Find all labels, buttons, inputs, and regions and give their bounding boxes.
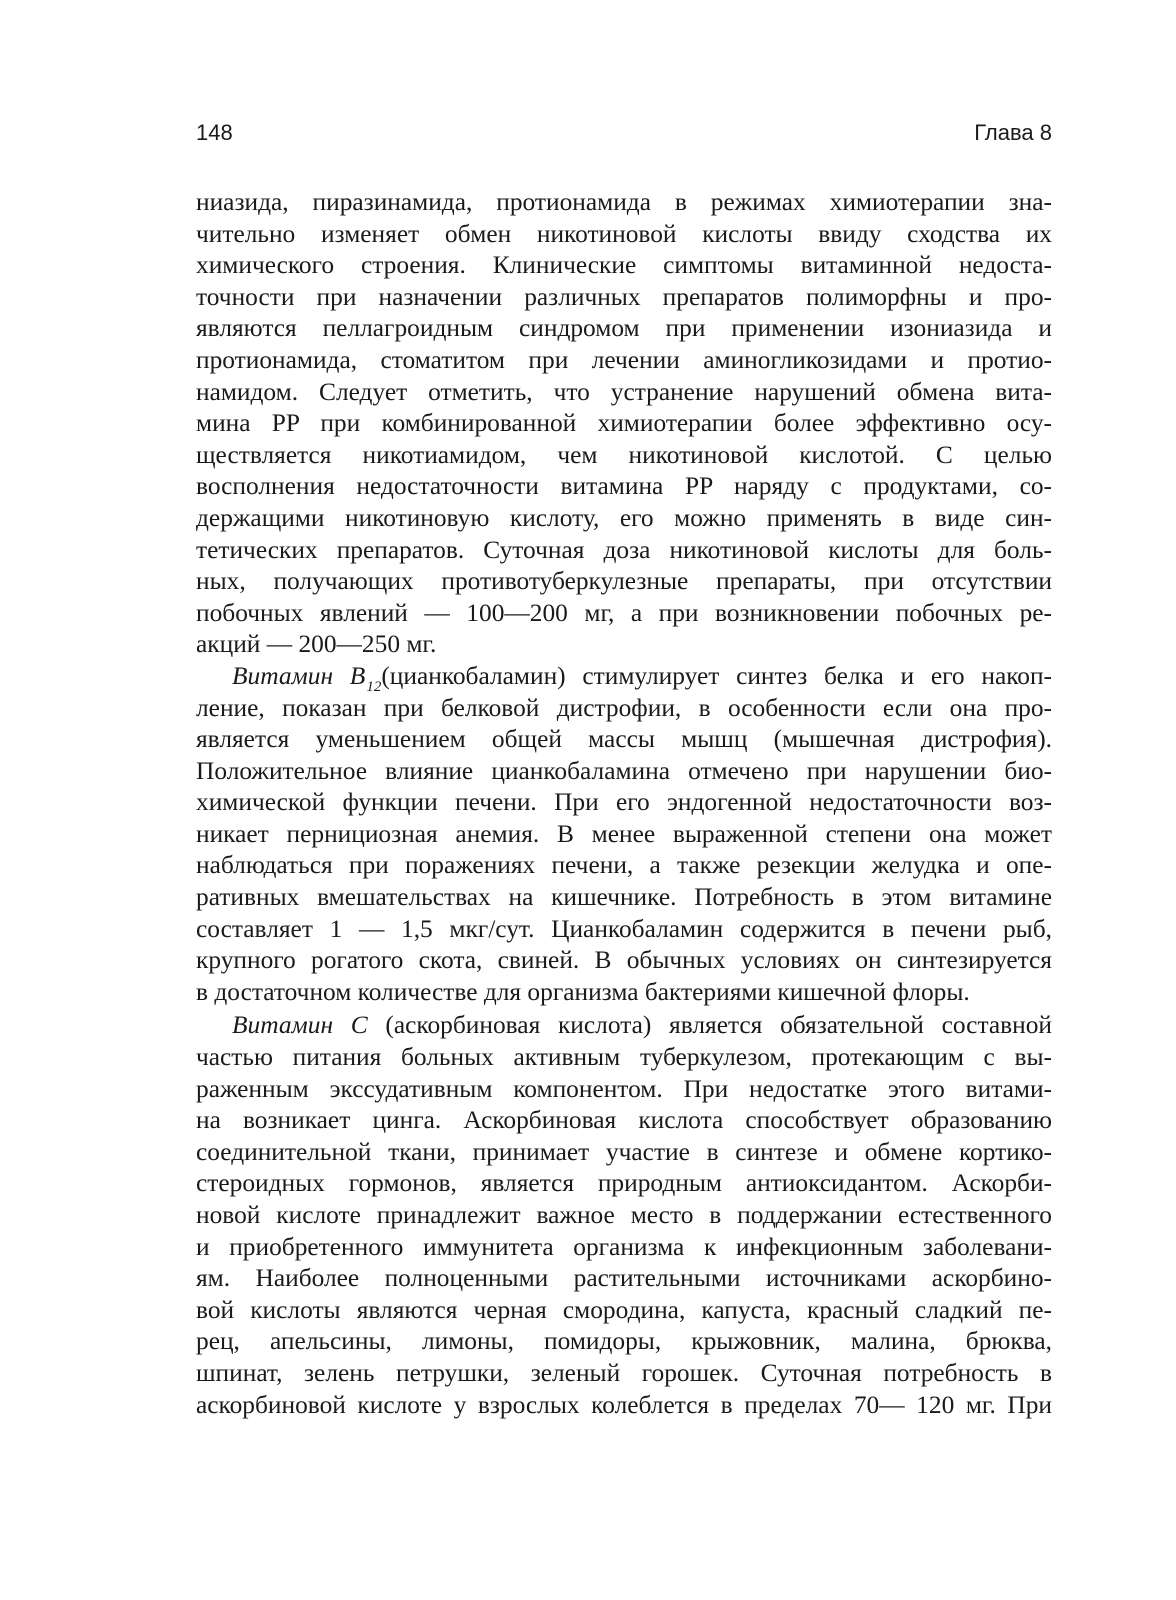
text-line: в достаточном количестве для организма бактериями кишечной флоры. <box>196 977 970 1006</box>
text-line: новой кислоте принадлежит важное место в поддержании естественного <box>196 1201 1052 1229</box>
paragraph-vitamin-c <box>196 1010 1052 1421</box>
text-line: химического строения. Клинические симптомы витаминной недоста- <box>196 251 1052 280</box>
text-line: является уменьшением общей массы мышц (мышечная дистрофия). <box>196 725 1052 754</box>
text-line: ществляется никотиамидом, чем никотиновой кислотой. С целью <box>196 440 1052 469</box>
running-head <box>196 116 1052 150</box>
term-subscript: 12 <box>366 678 382 695</box>
text-line-first <box>196 661 1052 693</box>
body-text <box>196 187 1052 1421</box>
text-line: наблюдаться при поражениях печени, а также резекции желудка и опе- <box>196 851 1052 880</box>
text-line: тетических препаратов. Суточная доза никотиновой кислоты для боль- <box>196 535 1052 564</box>
text-line: ных, получающих противотуберкулезные препараты, при отсутствии <box>196 567 1052 596</box>
text-line: частью питания больных активным туберкулезом, протекающим с вы- <box>196 1043 1052 1072</box>
text-line: держащими никотиновую кислоту, его можно применять в виде син- <box>196 503 1052 532</box>
text-line: вой кислоты являются черная смородина, капуста, красный сладкий пе- <box>196 1295 1052 1324</box>
paragraph-vitamin-b12 <box>196 661 1052 1009</box>
text-line: никает пернициозная анемия. В менее выраженной степени она может <box>196 819 1052 848</box>
text-line: шпинат, зелень петрушки, зеленый горошек. Суточная потребность в <box>196 1358 1052 1387</box>
text-line: ление, показан при белковой дистрофии, в особенности если она про- <box>196 693 1052 722</box>
text-line: ративных вмешательствах на кишечнике. Потребность в этом витамине <box>196 883 1052 912</box>
text-fragment: (цианкобаламин) стимулирует синтез белка и его накоп- <box>381 661 1053 690</box>
chapter-label: Глава 8 <box>974 120 1052 145</box>
text-line-first <box>196 1010 1052 1042</box>
text-line: чительно изменяет обмен никотиновой кислоты ввиду сходства их <box>196 219 1052 248</box>
term-vitamin-c: Витамин С <box>232 1011 368 1040</box>
text-line: составляет 1 — 1,5 мкг/сут. Цианкобаламин содержится в печени рыб, <box>196 914 1052 943</box>
text-line: являются пеллагроидным синдромом при применении изониазида и <box>196 314 1052 343</box>
text-line: намидом. Следует отметить, что устранение нарушений обмена вита- <box>196 377 1052 406</box>
term-vitamin-b12: Витамин B <box>232 661 366 690</box>
text-line: точности при назначении различных препаратов полиморфны и про- <box>196 282 1052 311</box>
text-line: акций — 200—250 мг. <box>196 630 437 659</box>
text-line: соединительной ткани, принимает участие в синтезе и обмене кортико- <box>196 1137 1052 1166</box>
text-line: мина PP при комбинированной химиотерапии более эффективно осу- <box>196 409 1052 438</box>
text-line: стероидных гормонов, является природным антиоксидантом. Аскорби- <box>196 1169 1052 1198</box>
text-line: аскорбиновой кислоте у взрослых колеблется в пределах 70— 120 мг. При <box>196 1390 1052 1419</box>
text-line: химической функции печени. При его эндогенной недостаточности воз- <box>196 788 1052 817</box>
text-line: ниазида, пиразинамида, протионамида в режимах химиотерапии зна- <box>196 188 1052 216</box>
text-line: на возникает цинга. Аскорбиновая кислота способствует образованию <box>196 1106 1052 1135</box>
text-line: раженным экссудативным компонентом. При недостатке этого витами- <box>196 1074 1052 1103</box>
text-line: ям. Наиболее полноценными растительными источниками аскорбино- <box>196 1264 1052 1293</box>
text-line: рец, апельсины, лимоны, помидоры, крыжовник, малина, брюква, <box>196 1327 1052 1356</box>
text-fragment: (аскорбиновая кислота) является обязательной составной <box>367 1011 1052 1040</box>
text-line: восполнения недостаточности витамина PP наряду с продуктами, со- <box>196 472 1052 501</box>
text-line: протионамида, стоматитом при лечении аминогликозидами и протио- <box>196 345 1052 374</box>
text-line: и приобретенного иммунитета организма к инфекционным заболевани- <box>196 1232 1052 1261</box>
paragraph-niacin-continuation <box>196 187 1052 661</box>
text-line: побочных явлений — 100—200 мг, а при возникновении побочных ре- <box>196 598 1052 627</box>
page-number: 148 <box>196 120 233 145</box>
text-line: Положительное влияние цианкобаламина отмечено при нарушении био- <box>196 756 1052 785</box>
text-line: крупного рогатого скота, свиней. В обычных условиях он синтезируется <box>196 946 1052 975</box>
